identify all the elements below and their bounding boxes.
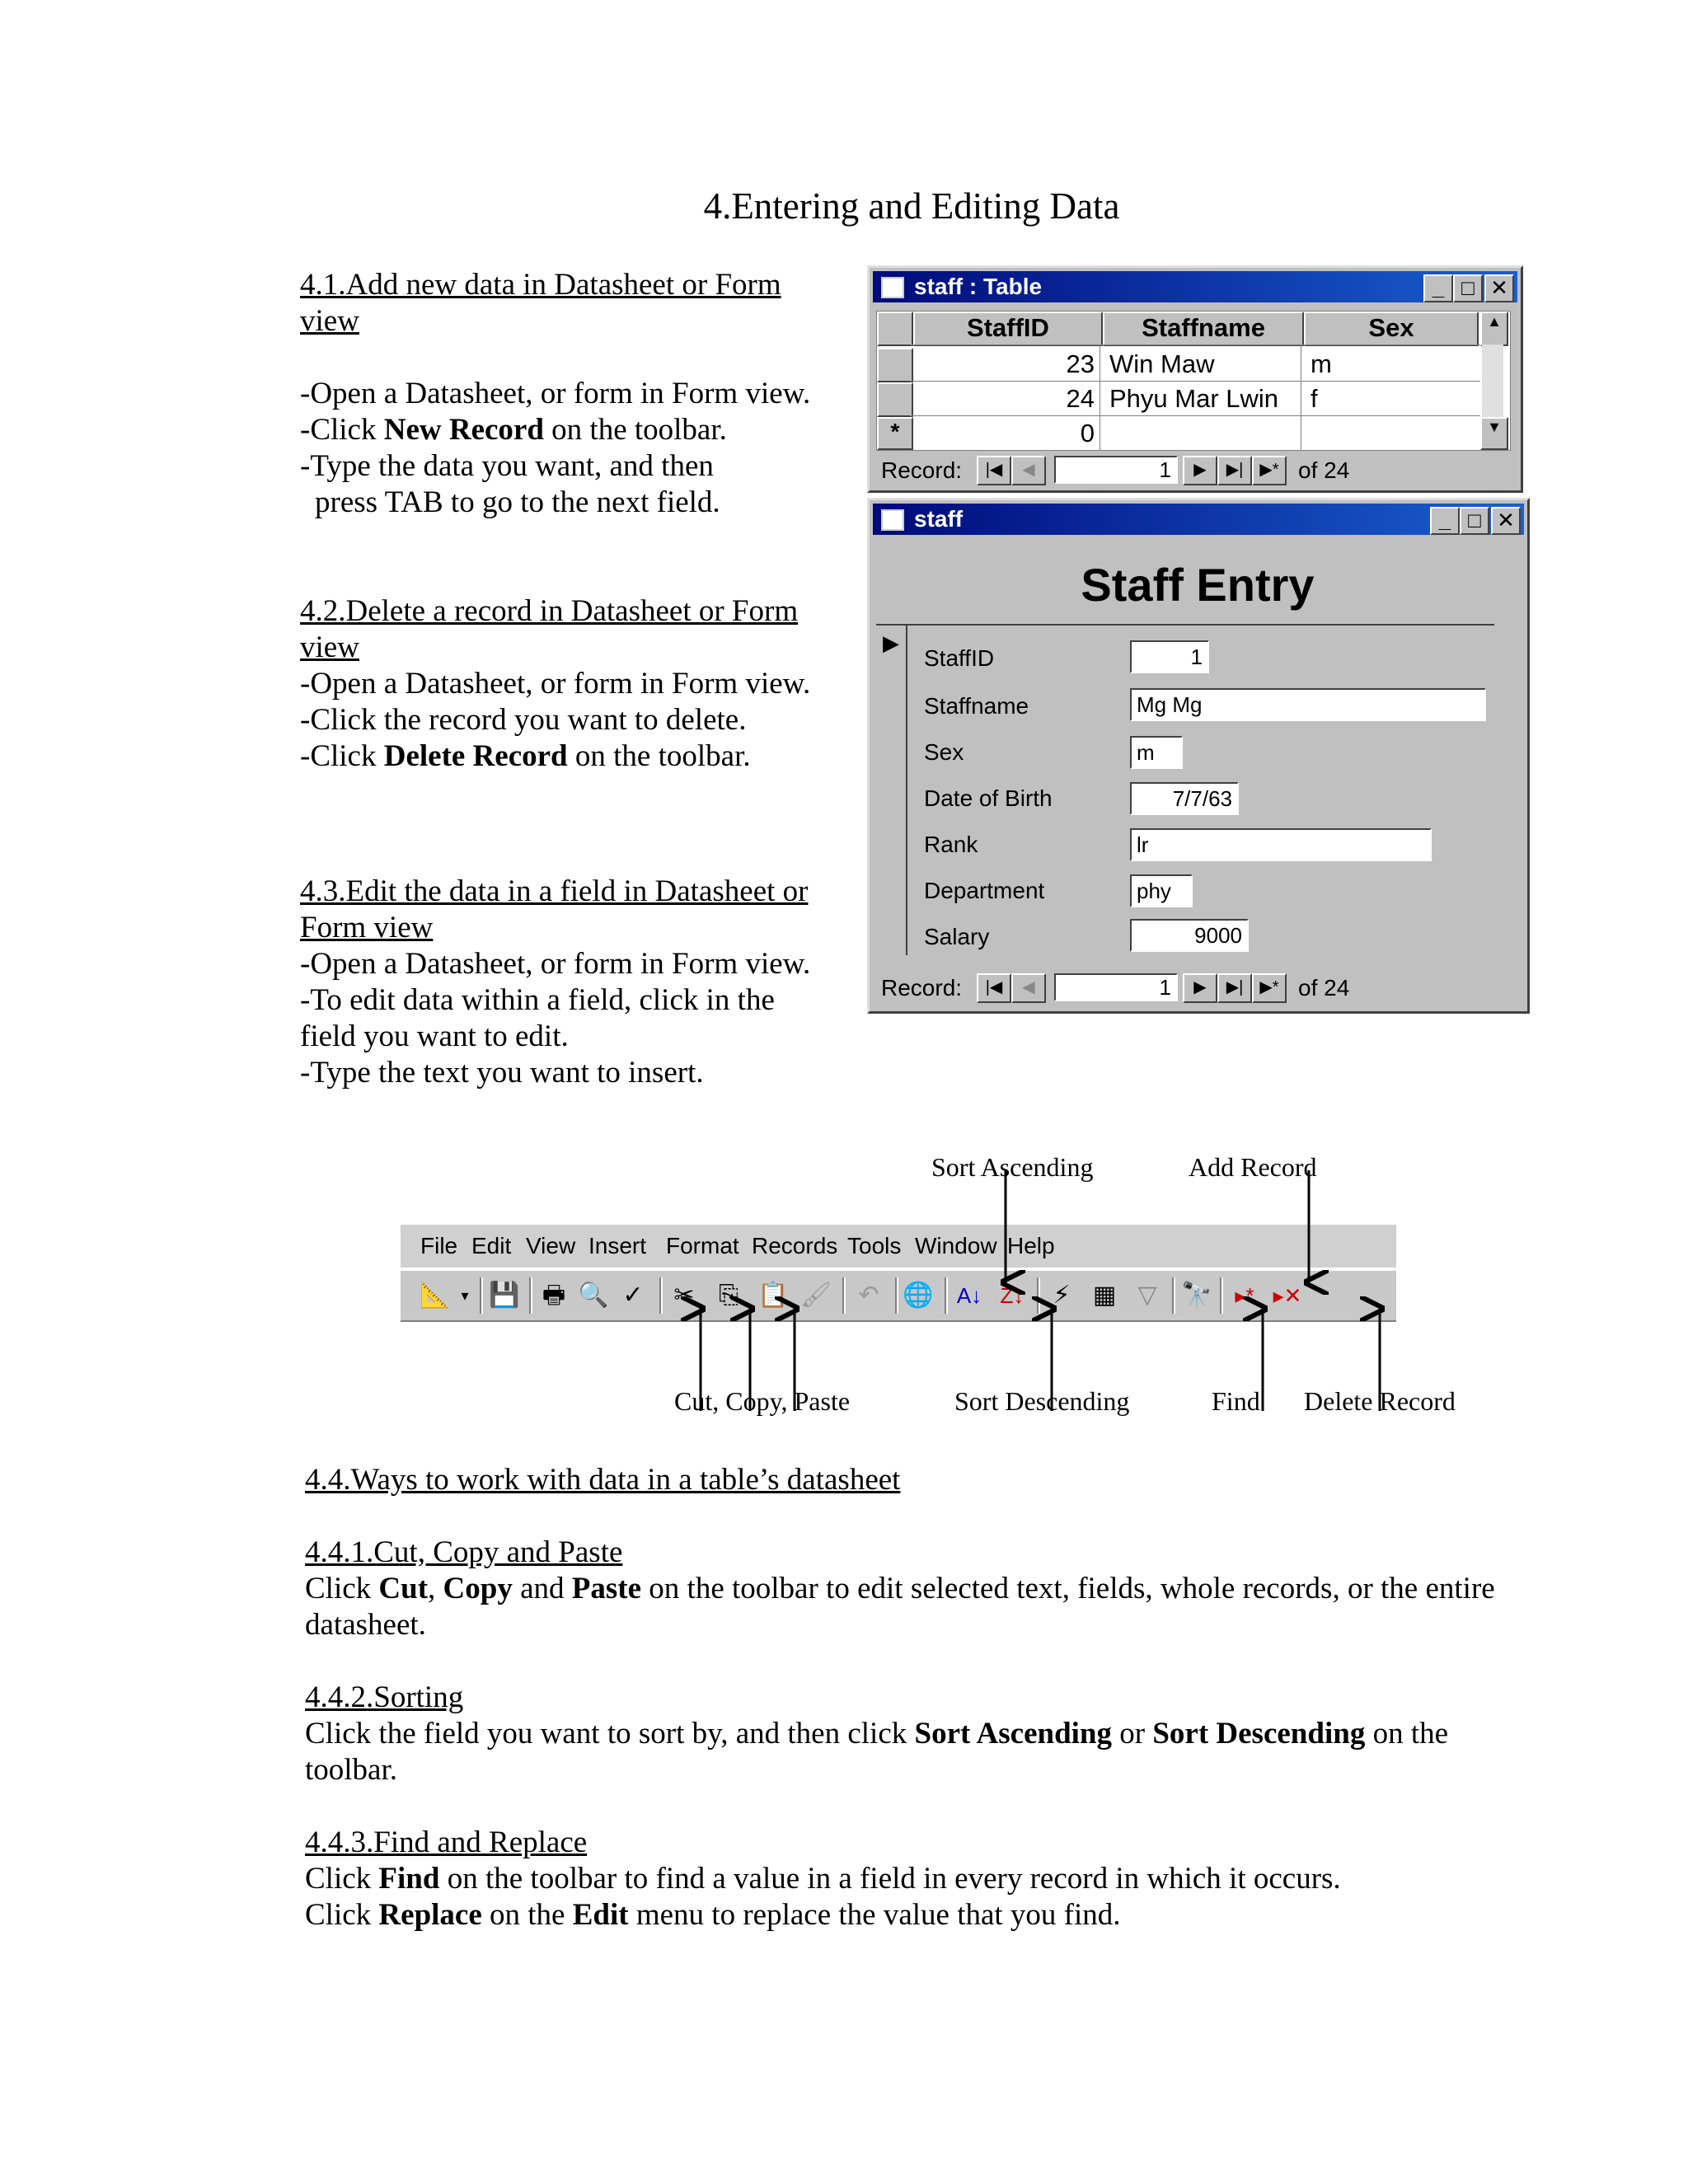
delete-record-icon[interactable]: ▸✕ [1273,1283,1302,1308]
label-staffname: Staffname [924,693,1029,719]
minimize-icon[interactable]: _ [1423,274,1453,302]
form-window-title: staff [914,506,964,532]
hyperlink-icon[interactable]: 🌐 [903,1282,934,1309]
section-4-4-3-line1: Click Find on the toolbar to find a value in a field in every record in which it occurs. [305,1862,1341,1896]
label-sex: Sex [924,739,964,765]
record-label: Record: [881,975,963,1001]
close-icon[interactable]: ✕ [1484,274,1514,302]
format-painter-icon[interactable]: 🖌 [799,1282,832,1309]
save-icon[interactable]: 💾 [489,1282,520,1309]
sort-ascending-icon[interactable]: A↓ [956,1283,982,1308]
next-record-icon[interactable]: ▶ [1183,973,1217,1003]
input-department[interactable]: phy [1130,874,1193,907]
section-4-4-1-heading: 4.4.1.Cut, Copy and Paste [305,1535,623,1569]
view-dropdown-icon[interactable]: ▾ [461,1287,469,1304]
apply-filter-icon[interactable]: ▽ [1137,1282,1157,1309]
undo-icon[interactable]: ↶ [858,1282,879,1309]
menu-tools[interactable]: Tools [847,1233,902,1258]
print-preview-icon[interactable]: 🔍 [578,1282,609,1309]
record-number-input[interactable]: 1 [1054,973,1178,1001]
column-header-staffid[interactable]: StaffID [913,312,1103,346]
section-4-1-line1: -Open a Datasheet, or form in Form view. [300,377,811,410]
section-4-4-3-line2: Click Replace on the Edit menu to replace the value that you find. [305,1898,1121,1932]
callout-add-record: Add Record [1189,1152,1317,1182]
cell-staffname[interactable]: Phyu Mar Lwin [1109,384,1279,413]
minimize-icon[interactable]: _ [1430,507,1460,535]
input-staffid[interactable]: 1 [1130,640,1209,673]
menu-insert[interactable]: Insert [588,1233,647,1258]
filter-by-selection-icon[interactable]: ⚡ [1053,1282,1071,1309]
first-record-icon[interactable]: |◀ [977,973,1011,1003]
input-date-of-birth[interactable]: 7/7/63 [1130,782,1239,815]
section-4-1-line2: -Click New Record on the toolbar. [300,413,727,447]
label-department: Department [924,878,1045,903]
new-record-marker[interactable]: * [877,417,913,450]
section-4-4-heading: 4.4.Ways to work with data in a table’s datasheet [305,1463,901,1497]
section-4-3-line1: -Open a Datasheet, or form in Form view. [300,947,811,981]
cell-staffid[interactable]: 24 [1066,384,1095,413]
last-record-icon[interactable]: ▶| [1217,973,1252,1003]
paste-icon[interactable]: 📋 [757,1282,789,1309]
callout-sort-ascending: Sort Ascending [931,1152,1094,1182]
previous-record-icon[interactable]: ◀ [1011,456,1046,485]
menu-file[interactable]: File [420,1233,458,1258]
input-sex[interactable]: m [1130,736,1183,769]
label-staffid: StaffID [924,645,995,671]
section-4-4-2-heading: 4.4.2.Sorting [305,1680,464,1714]
spelling-icon[interactable]: ✓ [622,1282,644,1309]
callout-sort-descending: Sort Descending [954,1386,1130,1416]
previous-record-icon[interactable]: ◀ [1011,973,1046,1003]
record-count: of 24 [1298,457,1350,483]
print-icon[interactable]: 🖶 [542,1282,566,1309]
menu-format[interactable]: Format [666,1233,739,1258]
find-icon[interactable]: 🔭 [1181,1282,1212,1309]
cut-icon[interactable]: ✂ [673,1282,695,1309]
cell-sex[interactable]: m [1311,349,1332,378]
menu-records[interactable]: Records [752,1233,838,1258]
menu-help[interactable]: Help [1007,1233,1055,1258]
label-rank: Rank [924,832,978,857]
column-header-staffname[interactable]: Staffname [1103,312,1304,346]
view-icon[interactable]: 📐 [420,1282,451,1309]
section-4-2-line1: -Open a Datasheet, or form in Form view. [300,667,811,701]
menu-view[interactable]: View [526,1233,576,1258]
menu-window[interactable]: Window [915,1233,997,1258]
cell-sex[interactable]: f [1311,384,1318,413]
menu-edit[interactable]: Edit [471,1233,512,1258]
table-window-title: staff : Table [914,274,1043,299]
maximize-icon[interactable]: □ [1460,507,1489,535]
label-date-of-birth: Date of Birth [924,785,1053,811]
section-4-1-line4: press TAB to go to the next field. [315,485,720,519]
scroll-up-icon[interactable]: ▲ [1480,312,1508,346]
column-header-sex[interactable]: Sex [1304,312,1479,346]
filter-by-form-icon[interactable]: ▦ [1092,1282,1117,1309]
cell-staffid[interactable]: 23 [1066,349,1095,378]
cell-staffname[interactable]: Win Maw [1109,349,1215,378]
section-4-4-2-text: Click the field you want to sort by, and then click Sort Ascending or Sort Descending on the toolbar. [305,1717,1449,1787]
section-4-3-line2: -To edit data within a field, click in the field you want to edit. [300,983,775,1053]
section-4-1-line3: -Type the data you want, and then [300,449,714,483]
section-4-1-heading: 4.1.Add new data in Datasheet or Form view [300,268,781,338]
section-4-3-line3: -Type the text you want to insert. [300,1056,704,1090]
callout-find: Find [1212,1386,1260,1416]
sort-descending-icon[interactable]: Z↓ [1000,1283,1025,1308]
first-record-icon[interactable]: |◀ [977,456,1011,485]
input-staffname[interactable]: Mg Mg [1130,688,1486,721]
last-record-icon[interactable]: ▶| [1217,456,1252,485]
section-4-3-heading: 4.3.Edit the data in a field in Datasheet or Form view [300,874,809,944]
section-4-2-heading: 4.2.Delete a record in Datasheet or Form view [300,594,799,664]
close-icon[interactable]: ✕ [1491,507,1521,535]
section-4-2-line2: -Click the record you want to delete. [300,703,747,737]
scroll-down-icon[interactable]: ▼ [1480,417,1508,450]
maximize-icon[interactable]: □ [1453,274,1483,302]
input-rank[interactable]: lr [1130,828,1432,861]
next-record-icon[interactable]: ▶ [1183,456,1217,485]
section-4-4 [305,1462,1541,1933]
section-4-2-line3: -Click Delete Record on the toolbar. [300,739,751,773]
form-heading: Staff Entry [1081,559,1315,611]
section-4-4-3-heading: 4.4.3.Find and Replace [305,1825,588,1859]
record-count: of 24 [1298,975,1350,1001]
page-title: 4.Entering and Editing Data [703,185,1120,227]
current-record-icon: ▶ [883,630,899,655]
input-salary[interactable]: 9000 [1130,919,1249,952]
cell-staffid[interactable]: 0 [1080,419,1095,448]
new-record-nav-icon[interactable]: ▶* [1252,973,1287,1003]
copy-icon[interactable]: ⎘ [719,1282,738,1309]
new-record-icon[interactable]: ▸* [1235,1283,1254,1308]
record-label: Record: [881,457,963,483]
record-number-input[interactable]: 1 [1054,456,1178,484]
callout-delete-record: Delete Record [1304,1386,1456,1416]
new-record-nav-icon[interactable]: ▶* [1252,456,1287,485]
label-salary: Salary [924,924,990,949]
callout-cut-copy-paste: Cut, Copy, Paste [674,1386,851,1416]
section-4-4-1-text: Click Cut, Copy and Paste on the toolbar to edit selected text, fields, whole records, or the entire datasheet. [305,1572,1495,1642]
